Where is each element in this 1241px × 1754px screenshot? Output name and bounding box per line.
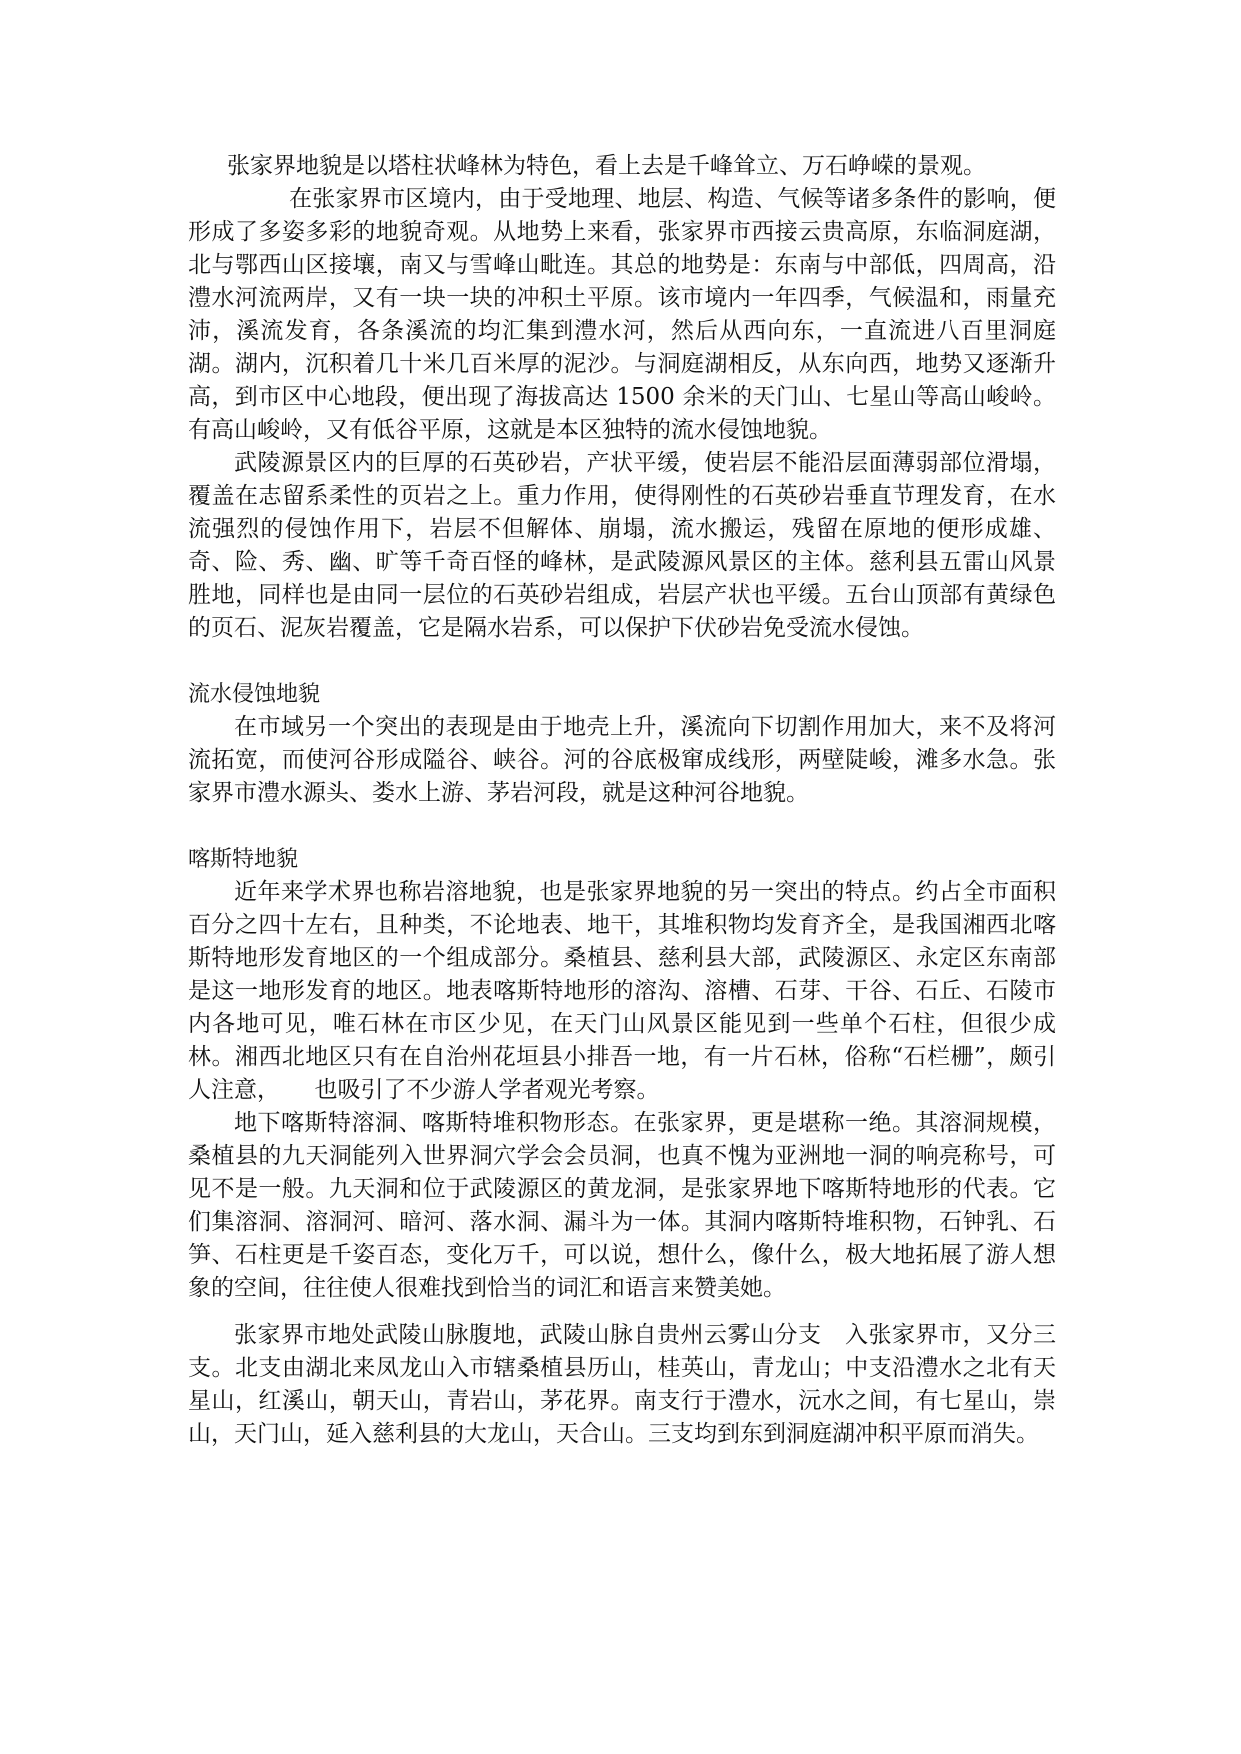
spacer — [188, 645, 1056, 678]
paragraph-intro: 张家界地貌是以塔柱状峰林为特色，看上去是千峰耸立、万石峥嵘的景观。 — [227, 153, 986, 179]
heading-karst: 喀斯特地貌 — [188, 847, 299, 872]
paragraph-erosion-landform: 在张家界市区境内，由于受地理、地层、构造、气候等诸多条件的影响，便形成了多姿多彩的地貌奇观。从地势上来看，张家界市西接云贵高原，东临洞庭湖，北与鄂西山区接壤，南又与雪峰山毗连。其总的地势是：东南与中部低，四周高，沿澧水河流两岸，又有一块一块的冲积土平原。该市境内一年四季，气候温和，雨量充沛，溪流发育，各条溪流的均汇集到澧水河，然后从西向东，一直流进八百里洞庭湖。湖内，沉积着几十米几百米厚的泥沙。与洞庭湖相反，从东向西，地势又逐渐升高，到市区中心地段，便出现了海拔高达 1500 余米的天门山、七星山等高山峻岭。有高山峻岭，又有低谷平原，这就是本区独特的流水侵蚀地貌。 — [188, 186, 1056, 443]
heading-erosion: 流水侵蚀地貌 — [188, 682, 321, 707]
spacer — [188, 810, 1056, 843]
spacer — [188, 1305, 1056, 1319]
paragraph-wulingyuan-sandstone: 武陵源景区内的巨厚的石英砂岩，产状平缓，使岩层不能沿层面薄弱部位滑塌，覆盖在志留系柔性的页岩之上。重力作用，使得刚性的石英砂岩垂直节理发育，在水流强烈的侵蚀作用下，岩层不但解体、崩塌，流水搬运，残留在原地的便形成雄、奇、险、秀、幽、旷等千奇百怪的峰林，是武陵源风景区的主体。慈利县五雷山风景胜地，同样也是由同一层位的石英砂岩组成，岩层产状也平缓。五台山顶部有黄绿色的页石、泥灰岩覆盖，它是隔水岩系，可以保护下伏砂岩免受流水侵蚀。 — [188, 450, 1056, 641]
paragraph-karst-surface: 近年来学术界也称岩溶地貌，也是张家界地貌的另一突出的特点。约占全市面积百分之四十左右，且种类，不论地表、地干，其堆积物均发育齐全，是我国湘西北喀斯特地形发育地区的一个组成部分。桑植县、慈利县大部，武陵源区、永定区东南部是这一地形发育的地区。地表喀斯特地形的溶沟、溶槽、石芽、干谷、石丘、石陵市内各地可见，唯石林在市区少见，在天门山风景区能见到一些单个石柱，但很少成林。湘西北地区只有在自治州花垣县小排吾一地，有一片石林，俗称“石栏栅”，颇引人注意， 也吸引了不少游人学者观光考察。 — [188, 879, 1056, 1103]
paragraph-karst-underground: 地下喀斯特溶洞、喀斯特堆积物形态。在张家界，更是堪称一绝。其溶洞规模，桑植县的九天洞能列入世界洞穴学会会员洞，也真不愧为亚洲地一洞的响亮称号，可见不是一般。九天洞和位于武陵源区的黄龙洞，是张家界地下喀斯特地形的代表。它们集溶洞、溶洞河、暗河、落水洞、漏斗为一体。其洞内喀斯特堆积物，石钟乳、石笋、石柱更是千姿百态，变化万千，可以说，想什么，像什么，极大地拓展了游人想象的空间，往往使人很难找到恰当的词汇和语言来赞美她。 — [188, 1110, 1056, 1301]
paragraph-valley-landform: 在市域另一个突出的表现是由于地壳上升，溪流向下切割作用加大，来不及将河流拓宽，而使河谷形成隘谷、峡谷。河的谷底极窜成线形，两壁陡峻，滩多水急。张家界市澧水源头、娄水上游、茅岩河段，就是这种河谷地貌。 — [188, 714, 1056, 806]
paragraph-wuling-mountains: 张家界市地处武陵山脉腹地，武陵山脉自贵州云雾山分支 入张家界市，又分三支。北支由湖北来凤龙山入市辖桑植县历山，桂英山，青龙山；中支沿澧水之北有天星山，红溪山，朝天山，青岩山，茅花界。南支行于澧水，沅水之间，有七星山，崇山，天门山，延入慈利县的大龙山，天合山。三支均到东到洞庭湖冲积平原而消失。 — [188, 1322, 1056, 1447]
